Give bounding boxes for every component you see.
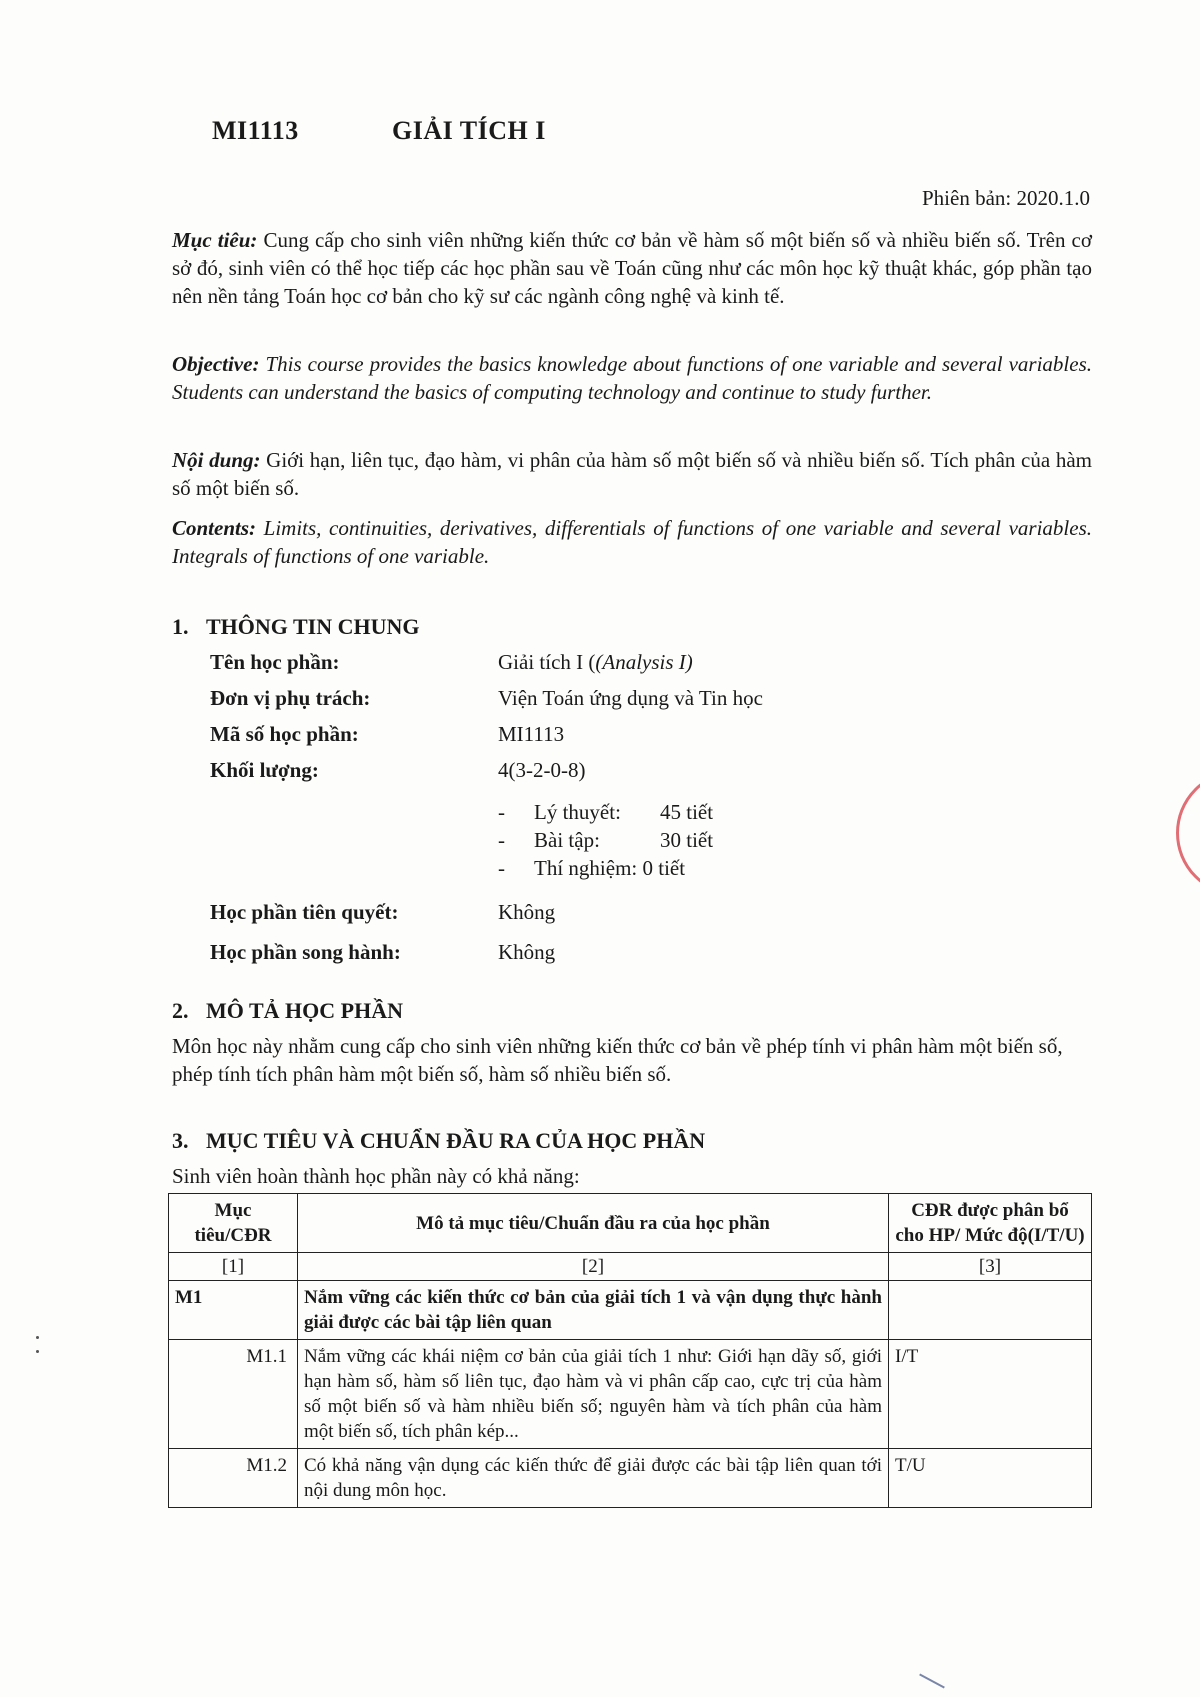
section-number: 2. <box>172 998 189 1023</box>
section-number: 1. <box>172 614 189 639</box>
info-value: MI1113 <box>498 722 565 746</box>
scan-speck <box>36 1336 39 1339</box>
objective-vi-text: Cung cấp cho sinh viên những kiến thức cơ bản về hàm số một biến số và nhiều biến số. Trên cơ sở đó, sinh viên có thể học tiếp các học phần sau về Toán cũng như các môn học kỹ thuật khác, góp phần tạo nên nền tảng Toán học cơ bản cho kỹ sư các ngành công nghệ và kinh tế. <box>172 228 1092 308</box>
table-cell: Có khả năng vận dụng các kiến thức để giải được các bài tập liên quan tới nội dung môn học. <box>298 1449 889 1508</box>
table-row <box>169 1281 1092 1340</box>
load-value: 45 tiết <box>660 800 714 824</box>
info-value: 4(3-2-0-8) <box>498 758 586 782</box>
table-cell: M1 <box>169 1281 298 1340</box>
content-en-label: Contents: <box>172 516 257 540</box>
course-description: Môn học này nhằm cung cấp cho sinh viên những kiến thức cơ bản về phép tính vi phân hàm một biến số, phép tính tích phân hàm một biến số, hàm số nhiều biến số. <box>172 1034 1063 1086</box>
table-header: CĐR được phân bổ cho HP/ Mức độ(I/T/U) <box>889 1194 1092 1253</box>
table-header-row <box>169 1194 1092 1253</box>
section-3-heading <box>172 1128 705 1154</box>
objective-en-text: This course provides the basics knowledge about functions of one variable and several variables. Students can understand the basics of computing technology and continue to study further. <box>172 352 1092 404</box>
section-1-heading <box>172 614 420 640</box>
table-cell: I/T <box>889 1340 1092 1449</box>
info-value: Không <box>498 940 556 964</box>
table-index-row <box>169 1253 1092 1281</box>
objective-vi <box>172 226 1092 310</box>
info-value: Viện Toán ứng dụng và Tin học <box>498 686 763 710</box>
course-code: MI1113 <box>212 116 299 145</box>
objective-vi-label: Mục tiêu: <box>172 228 258 252</box>
version-label: Phiên bản: 2020.1.0 <box>922 186 1090 210</box>
pen-mark <box>919 1674 945 1689</box>
load-label: Thí nghiệm: 0 tiết <box>534 856 686 880</box>
content-vi-label: Nội dung: <box>172 448 261 472</box>
table-cell <box>889 1281 1092 1340</box>
load-item <box>498 800 713 825</box>
stamp-fragment <box>1176 770 1200 900</box>
info-key: Mã số học phần: <box>210 722 359 746</box>
section-number: 3. <box>172 1128 189 1153</box>
objective-en <box>172 350 1092 406</box>
info-value-italic: (Analysis I) <box>595 650 693 674</box>
stamp-icon <box>1176 770 1200 896</box>
table-row <box>169 1340 1092 1449</box>
table-header: Mục tiêu/CĐR <box>169 1194 298 1253</box>
table-cell: M1.1 <box>169 1340 298 1449</box>
content-vi <box>172 446 1092 502</box>
load-item <box>498 856 685 881</box>
load-value: 30 tiết <box>660 828 714 852</box>
table-cell: [2] <box>298 1253 889 1281</box>
info-value: Không <box>498 900 556 924</box>
section-2-heading <box>172 998 403 1024</box>
info-value <box>498 650 693 675</box>
info-key: Đơn vị phụ trách: <box>210 686 371 710</box>
objectives-table <box>168 1193 1092 1508</box>
section-title: MÔ TẢ HỌC PHẦN <box>206 998 403 1023</box>
load-label: Bài tập: <box>534 828 600 852</box>
section-title: THÔNG TIN CHUNG <box>206 614 420 639</box>
load-dash: - <box>498 828 505 852</box>
course-title: GIẢI TÍCH I <box>392 116 546 145</box>
content-en-text: Limits, continuities, derivatives, differentials of functions of one variable and several variables. Integrals of functions of one variable. <box>172 516 1092 568</box>
table-cell: Nắm vững các khái niệm cơ bản của giải tích 1 như: Giới hạn dãy số, giới hạn hàm số, hàm số liên tục, đạo hàm và vi phân cấp cao, cực trị của hàm số một biến số và hàm nhiều biến số; nguyên hàm và tích phân của hàm một biến số, tích phân kép... <box>298 1340 889 1449</box>
info-key: Tên học phần: <box>210 650 340 674</box>
table-cell: [3] <box>889 1253 1092 1281</box>
objective-en-label: Objective: <box>172 352 260 376</box>
course-heading <box>212 116 546 146</box>
info-key: Học phần tiên quyết: <box>210 900 399 924</box>
section-title: MỤC TIÊU VÀ CHUẨN ĐẦU RA CỦA HỌC PHẦN <box>206 1128 706 1153</box>
table-header: Mô tả mục tiêu/Chuẩn đầu ra của học phần <box>298 1194 889 1253</box>
table-row <box>169 1449 1092 1508</box>
table-cell: [1] <box>169 1253 298 1281</box>
load-dash: - <box>498 856 505 880</box>
load-item <box>498 828 713 853</box>
content-en <box>172 514 1092 570</box>
load-label: Lý thuyết: <box>534 800 621 824</box>
info-value-plain: Giải tích I ( <box>498 650 596 674</box>
table-cell: M1.2 <box>169 1449 298 1508</box>
load-dash: - <box>498 800 505 824</box>
content-vi-text: Giới hạn, liên tục, đạo hàm, vi phân của hàm số một biến số và nhiều biến số. Tích phân của hàm số một biến số. <box>172 448 1092 500</box>
info-key: Học phần song hành: <box>210 940 401 964</box>
table-cell: T/U <box>889 1449 1092 1508</box>
info-key: Khối lượng: <box>210 758 319 782</box>
section-3-intro: Sinh viên hoàn thành học phần này có khả năng: <box>172 1164 580 1188</box>
scan-speck <box>36 1350 39 1353</box>
table-cell: Nắm vững các kiến thức cơ bản của giải tích 1 và vận dụng thực hành giải được các bài tập liên quan <box>298 1281 889 1340</box>
